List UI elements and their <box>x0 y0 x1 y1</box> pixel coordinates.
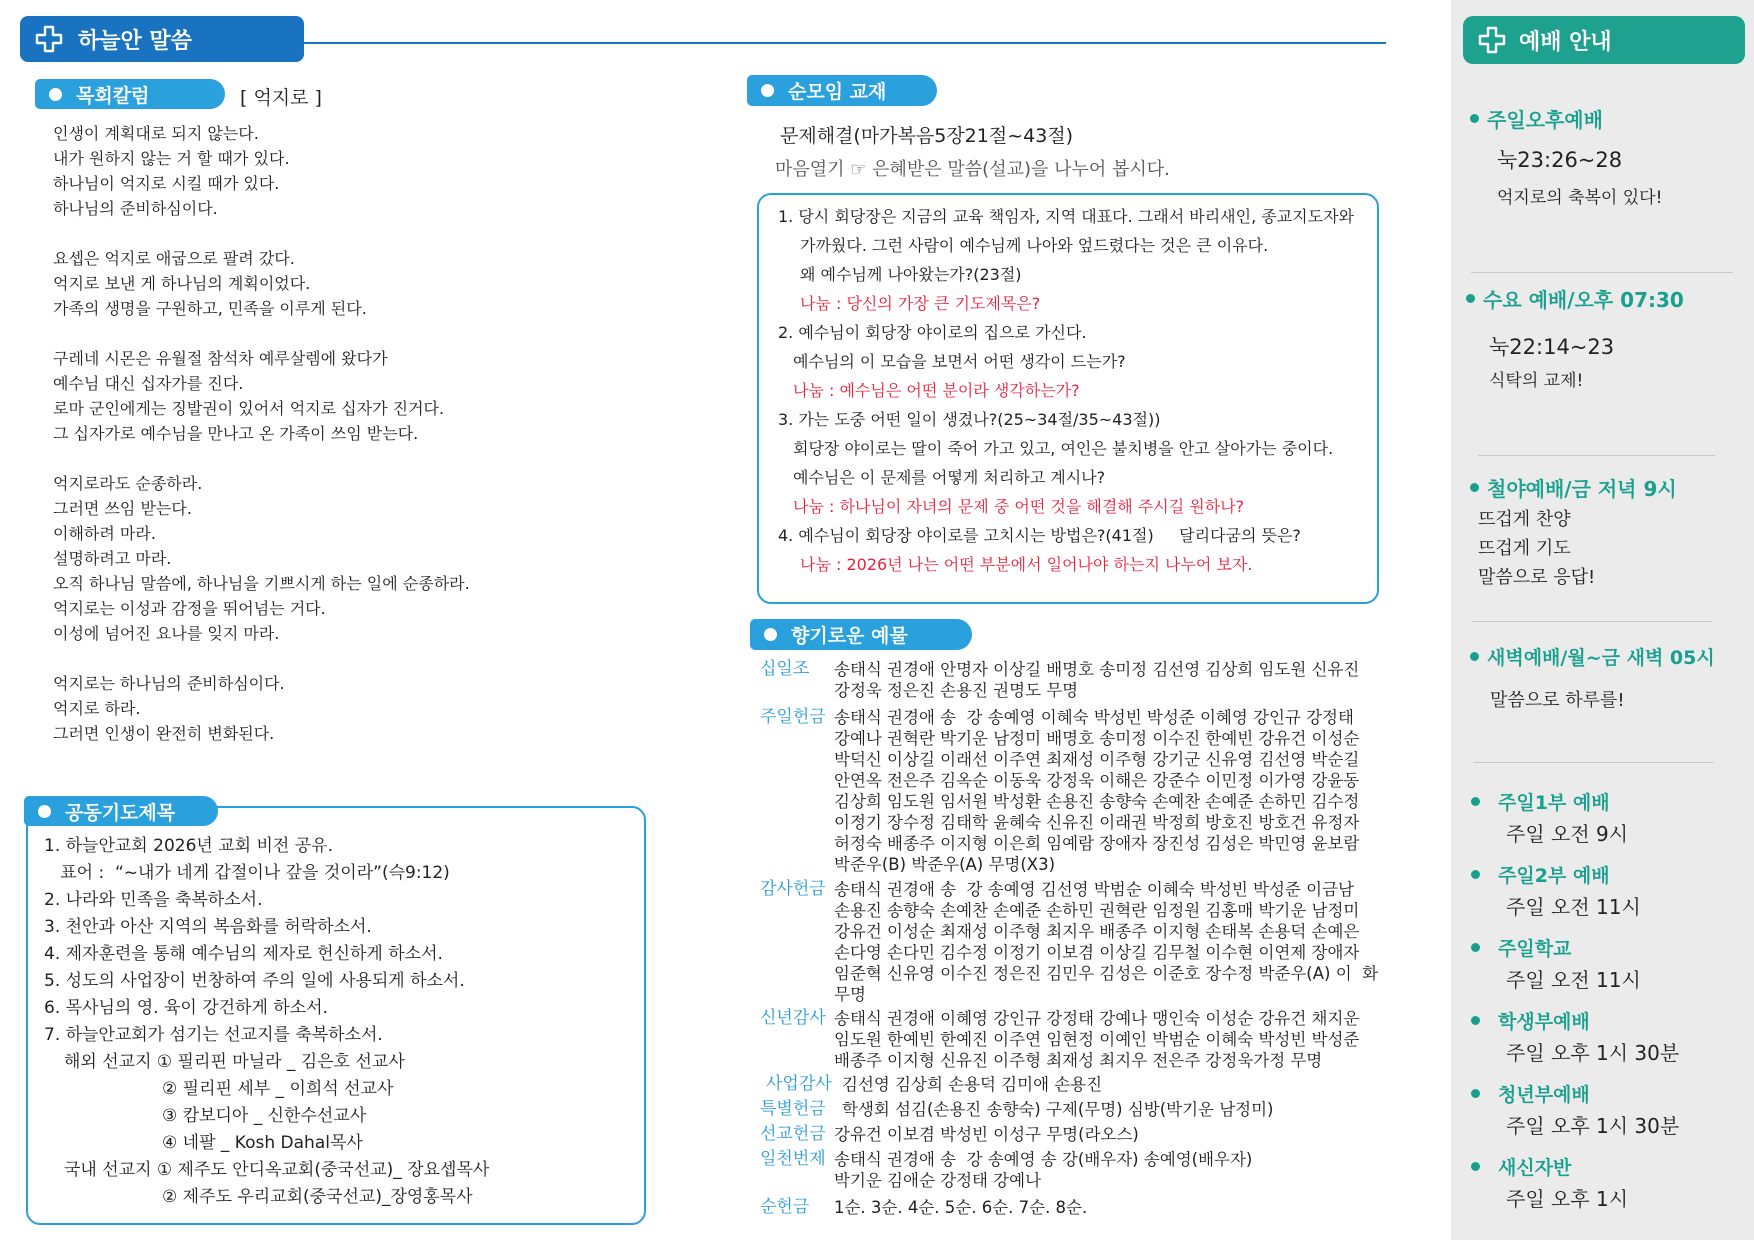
schedule-time: 주일 오전 11시 <box>1506 968 1641 992</box>
bullet-dot <box>1470 114 1479 123</box>
divider <box>1474 762 1714 763</box>
prayer-item: 5. 성도의 사업장이 번창하여 주의 일에 사용되게 하소서. <box>44 971 465 991</box>
offering-line: 박준우(B) 박준우(A) 무명(X3) <box>834 855 1056 874</box>
offering-line: 배종주 이지형 신유진 이주형 최재성 최지우 전은주 강정욱가정 무명 <box>834 1051 1323 1070</box>
bullet-dot <box>38 805 51 818</box>
bullet-dot <box>764 628 777 641</box>
study-q3-line: 3. 가는 도중 어떤 일이 생겼나?(25~34절/35~43절)) <box>778 410 1161 429</box>
column-line: 구레네 시몬은 유월절 참석차 예루살렘에 왔다가 <box>53 349 388 368</box>
column-pill-label: 목회칼럼 <box>76 84 150 107</box>
column-line: 억지로라도 순종하라. <box>53 474 203 493</box>
bullet-dot <box>49 88 62 101</box>
offering-names <box>842 1099 1273 1120</box>
offering-label: 감사헌금 <box>760 879 826 899</box>
prayer-item: 표어 : “~내가 네게 갑절이나 갚을 것이라”(슥9:12) <box>44 863 450 883</box>
study-q4-share: 나눔 : 2026년 나는 어떤 부분에서 일어나야 하는지 나누어 보자. <box>800 555 1253 574</box>
prayer-item: 6. 목사님의 영. 육이 강건하게 하소서. <box>44 998 328 1018</box>
prayer-pill <box>24 796 218 826</box>
prayer-list <box>44 833 489 1211</box>
offering-label: 선교헌금 <box>760 1124 826 1144</box>
study-q2-line: 2. 예수님이 회당장 야이로의 집으로 가신다. <box>778 323 1087 342</box>
offering-names <box>834 1008 1359 1071</box>
offering-line: 송태식 권경애 안명자 이상길 배명호 송미정 김선영 김상희 임도원 신유진 <box>834 660 1360 679</box>
offering-line: 무명 <box>834 985 866 1004</box>
study-q1-line: 왜 예수님께 나아왔는가?(23절) <box>800 265 1022 284</box>
column-line: 이해하려 마라. <box>53 524 156 543</box>
prayer-item: 3. 천안과 아산 지역의 복음화를 허락하소서. <box>44 917 372 937</box>
offerings-pill-label: 향기로운 예물 <box>791 625 908 647</box>
column-line <box>53 646 470 671</box>
prayer-item: 해외 선교지 ① 필리핀 마닐라 _ 김은호 선교사 <box>64 1052 405 1072</box>
study-q3-line: 예수님은 이 문제를 어떻게 처리하고 계시나? <box>793 468 1106 487</box>
column-line: 억지로는 이성과 감정을 뛰어넘는 거다. <box>53 599 326 618</box>
schedule-name-text: 주일2부 예배 <box>1498 865 1610 887</box>
prayer-item: ④ 네팔 _ Kosh Dahal목사 <box>162 1133 363 1153</box>
column-line: 하나님이 억지로 시킬 때가 있다. <box>53 174 280 193</box>
study-q4-line: 4. 예수님이 회당장 야이로를 고치시는 방법은?(41절) 달리다굼의 뜻은? <box>778 526 1301 545</box>
column-line: 억지로 하라. <box>53 699 141 718</box>
offering-line: 손다영 손다민 김수정 이정기 이보겸 이상길 김무철 이수현 이연제 장애자 <box>834 943 1360 962</box>
column-line: 내가 원하지 않는 거 할 때가 있다. <box>53 149 290 168</box>
column-line: 인생이 계획대로 되지 않는다. <box>53 124 259 143</box>
study-pill <box>747 75 937 106</box>
column-line: 예수님 대신 십자가를 진다. <box>53 374 244 393</box>
offering-label: 십일조 <box>760 659 810 679</box>
bullet-dot <box>1470 652 1479 661</box>
prayer-item: 2. 나라와 민족을 축복하소서. <box>44 890 263 910</box>
column-line: 그러면 인생이 완전히 변화된다. <box>53 724 275 743</box>
offering-names <box>834 879 1378 1005</box>
column-line <box>53 321 470 346</box>
column-body <box>53 121 470 746</box>
header-banner <box>20 16 304 62</box>
offering-line: 박기운 김애순 강정태 강예나 <box>834 1171 1042 1190</box>
offering-line: 송태식 권경애 이혜영 강인규 강정태 강예나 맹인숙 이성순 강유건 채지운 <box>834 1009 1360 1028</box>
study-q1-share: 나눔 : 당신의 가장 큰 기도제목은? <box>800 294 1041 313</box>
offering-names <box>834 1124 1139 1145</box>
offering-line: 김상희 임도원 임서원 박성환 손용진 송향숙 손예찬 손예준 손하민 김수정 <box>834 792 1360 811</box>
column-line: 가족의 생명을 구원하고, 민족을 이루게 된다. <box>53 299 367 318</box>
offering-line: 송태식 권경애 송 강 송예영 이혜숙 박성빈 박성준 이혜영 강인규 강정태 <box>834 708 1354 727</box>
study-q1-line: 1. 당시 회당장은 지금의 교육 책임자, 지역 대표다. 그래서 바리새인, 종교지도자와 <box>778 207 1354 226</box>
offering-line: 강유건 이보겸 박성빈 이성구 무명(라오스) <box>834 1125 1139 1144</box>
study-q3-line: 회당장 야이로는 딸이 죽어 가고 있고, 여인은 불치병을 안고 살아가는 중이다. <box>793 439 1334 458</box>
column-line: 억지로 보낸 게 하나님의 계획이었다. <box>53 274 311 293</box>
service-message: 억지로의 축복이 있다! <box>1497 188 1663 208</box>
column-line: 하나님의 준비하심이다. <box>53 199 218 218</box>
service-line: 뜨겁게 찬양 <box>1478 509 1571 530</box>
schedule-time: 주일 오전 9시 <box>1506 822 1629 846</box>
offering-line: 안연옥 전은주 김옥순 이동욱 강정욱 이해은 강준수 이민정 이가영 강윤동 <box>834 771 1360 790</box>
schedule-name-text: 주일1부 예배 <box>1498 792 1610 814</box>
offering-line: 이정기 장수정 김태학 윤혜숙 신유진 이래권 박정희 방호진 방호건 유정자 <box>834 813 1360 832</box>
offerings-pill <box>750 619 972 650</box>
column-line: 이성에 넘어진 요나를 잊지 마라. <box>53 624 280 643</box>
column-line: 설명하려고 마라. <box>53 549 172 568</box>
service-title-text: 철야예배/금 저녁 9시 <box>1487 477 1677 501</box>
column-line: 그러면 쓰임 받는다. <box>53 499 192 518</box>
column-line <box>53 221 470 246</box>
offering-label: 사업감사 <box>766 1074 832 1094</box>
worship-banner <box>1463 16 1745 64</box>
prayer-item: 4. 제자훈련을 통해 예수님의 제자로 헌신하게 하소서. <box>44 944 443 964</box>
schedule-name <box>1471 788 1610 815</box>
bullet-dot <box>1471 797 1480 806</box>
header-rule <box>300 42 1386 44</box>
offering-line: 손용진 송향숙 손예찬 손예준 손하민 권혁란 임정원 김홍매 박기운 남정미 <box>834 901 1360 920</box>
service-line: 뜨겁게 기도 <box>1478 538 1571 559</box>
prayer-item: 7. 하늘안교회가 섬기는 선교지를 축복하소서. <box>44 1025 383 1045</box>
prayer-item: ② 필리핀 세부 _ 이희석 선교사 <box>162 1079 394 1099</box>
divider <box>1471 272 1733 273</box>
bullet-dot <box>761 84 774 97</box>
study-q2-line: 예수님의 이 모습을 보면서 어떤 생각이 드는가? <box>793 352 1126 371</box>
cross-plus-icon <box>1477 25 1507 55</box>
prayer-item: 1. 하늘안교회 2026년 교회 비전 공유. <box>44 836 333 856</box>
offering-line: 학생회 섬김(손용진 송향숙) 구제(무명) 심방(박기운 남정미) <box>842 1100 1274 1119</box>
offering-line: 강유건 이성순 최재성 이주형 최지우 배종주 이지형 손태복 손용덕 손예은 <box>834 922 1360 941</box>
offering-line: 송태식 권경애 송 강 송예영 김선영 박범순 이혜숙 박성빈 박성준 이금남 <box>834 880 1354 899</box>
schedule-name-text: 학생부예배 <box>1498 1011 1590 1033</box>
schedule-name <box>1471 934 1571 961</box>
offering-names <box>834 707 1359 875</box>
study-q3-share: 나눔 : 하나님이 자녀의 문제 중 어떤 것을 해결해 주시길 원하나? <box>793 497 1245 516</box>
offering-label: 주일헌금 <box>760 707 826 727</box>
schedule-name-text: 청년부예배 <box>1498 1084 1590 1106</box>
offering-line: 송태식 권경애 송 강 송예영 송 강(배우자) 송예영(배우자) <box>834 1150 1253 1169</box>
bullet-dot <box>1470 483 1479 492</box>
offering-line: 임준혁 신유영 이수진 정은진 김민우 김성은 이준호 장수정 박준우(A) 이 화 <box>834 964 1379 983</box>
prayer-item: ③ 캄보디아 _ 신한수선교사 <box>162 1106 367 1126</box>
service-title <box>1470 643 1715 670</box>
offering-line: 강예나 권혁란 박기운 남정미 배명호 송미정 이수진 한예빈 강유건 이성순 <box>834 729 1360 748</box>
service-message: 식탁의 교제! <box>1489 371 1584 391</box>
study-intro: 마음열기 ☞ 은혜받은 말씀(설교)을 나누어 봅시다. <box>775 159 1170 180</box>
column-line: 억지로는 하나님의 준비하심이다. <box>53 674 285 693</box>
worship-title: 예배 안내 <box>1519 29 1612 55</box>
bullet-dot <box>1466 294 1475 303</box>
bullet-dot <box>1471 1089 1480 1098</box>
offering-names <box>834 1149 1252 1191</box>
column-line: 요셉은 억지로 애굽으로 팔려 갔다. <box>53 249 295 268</box>
prayer-pill-label: 공동기도제목 <box>65 801 176 824</box>
cross-plus-icon <box>34 24 64 54</box>
service-verse: 눅22:14~23 <box>1489 335 1615 359</box>
offering-label: 특별헌금 <box>760 1099 826 1119</box>
offering-label: 순헌금 <box>760 1197 810 1217</box>
service-title-text: 주일오후예배 <box>1487 108 1603 132</box>
offering-line: 임도원 한예빈 한예진 이주연 임현정 이예인 박범순 이혜숙 박성빈 박성준 <box>834 1030 1360 1049</box>
column-line: 오직 하나님 말씀에, 하나님을 기쁘시게 하는 일에 순종하라. <box>53 574 470 593</box>
study-title: 문제해결(마가복음5장21절~43절) <box>780 125 1074 147</box>
service-title-text: 수요 예배/오후 07:30 <box>1483 288 1684 312</box>
schedule-time: 주일 오후 1시 30분 <box>1506 1114 1680 1138</box>
schedule-time: 주일 오전 11시 <box>1506 895 1641 919</box>
column-line <box>53 446 470 471</box>
offering-label: 일천번제 <box>760 1149 826 1169</box>
service-line: 말씀으로 응답! <box>1478 567 1596 588</box>
schedule-name <box>1471 1007 1590 1034</box>
offering-line: 1순. 3순. 4순. 5순. 6순. 7순. 8순. <box>834 1198 1088 1217</box>
column-pill <box>35 79 225 109</box>
schedule-name <box>1471 1153 1571 1180</box>
offering-names <box>842 1074 1102 1095</box>
study-q1-line: 가까웠다. 그런 사람이 예수님께 나아와 엎드렸다는 것은 큰 이유다. <box>800 236 1269 255</box>
column-line: 로마 군인에게는 징발권이 있어서 억지로 십자가 진거다. <box>53 399 445 418</box>
service-title <box>1466 284 1684 313</box>
bullet-dot <box>1471 1162 1480 1171</box>
prayer-item: 국내 선교지 ① 제주도 안디옥교회(중국선교)_ 장요셉목사 <box>64 1160 490 1180</box>
offering-names <box>834 1197 1087 1218</box>
offering-line: 박덕신 이상길 이래선 이주연 최재성 이주형 강기군 신유영 김선영 박순길 <box>834 750 1360 769</box>
service-line: 말씀으로 하루를! <box>1490 690 1625 711</box>
offering-line: 허정숙 배종주 이지형 이은희 임예람 장애자 장진성 김성은 박민영 윤보람 <box>834 834 1360 853</box>
schedule-name-text: 새신자반 <box>1498 1157 1572 1179</box>
prayer-item: ② 제주도 우리교회(중국선교)_장영홍목사 <box>162 1187 473 1207</box>
bullet-dot <box>1471 870 1480 879</box>
study-q2-share: 나눔 : 예수님은 어떤 분이라 생각하는가? <box>793 381 1080 400</box>
offering-names <box>834 659 1359 701</box>
study-pill-label: 순모임 교재 <box>788 81 887 103</box>
service-title <box>1470 104 1603 133</box>
column-line: 그 십자가로 예수님을 만나고 온 가족이 쓰임 받는다. <box>53 424 419 443</box>
offering-line: 김선영 김상희 손용덕 김미애 손용진 <box>842 1075 1103 1094</box>
divider <box>1472 621 1712 622</box>
bullet-dot <box>1471 1016 1480 1025</box>
header-title: 하늘안 말씀 <box>78 28 192 54</box>
schedule-time: 주일 오후 1시 30분 <box>1506 1041 1680 1065</box>
service-verse: 눅23:26~28 <box>1497 148 1623 172</box>
bullet-dot <box>1471 943 1480 952</box>
schedule-name <box>1471 861 1610 888</box>
schedule-time: 주일 오후 1시 <box>1506 1187 1629 1211</box>
column-subtitle: [ 억지로 ] <box>240 87 322 109</box>
service-title-text: 새벽예배/월~금 새벽 05시 <box>1487 647 1715 669</box>
offering-label: 신년감사 <box>760 1008 826 1028</box>
divider <box>1478 455 1715 456</box>
service-title <box>1470 473 1677 502</box>
schedule-name-text: 주일학교 <box>1498 938 1572 960</box>
offering-line: 강정욱 정은진 손용진 권명도 무명 <box>834 681 1079 700</box>
schedule-name <box>1471 1080 1590 1107</box>
